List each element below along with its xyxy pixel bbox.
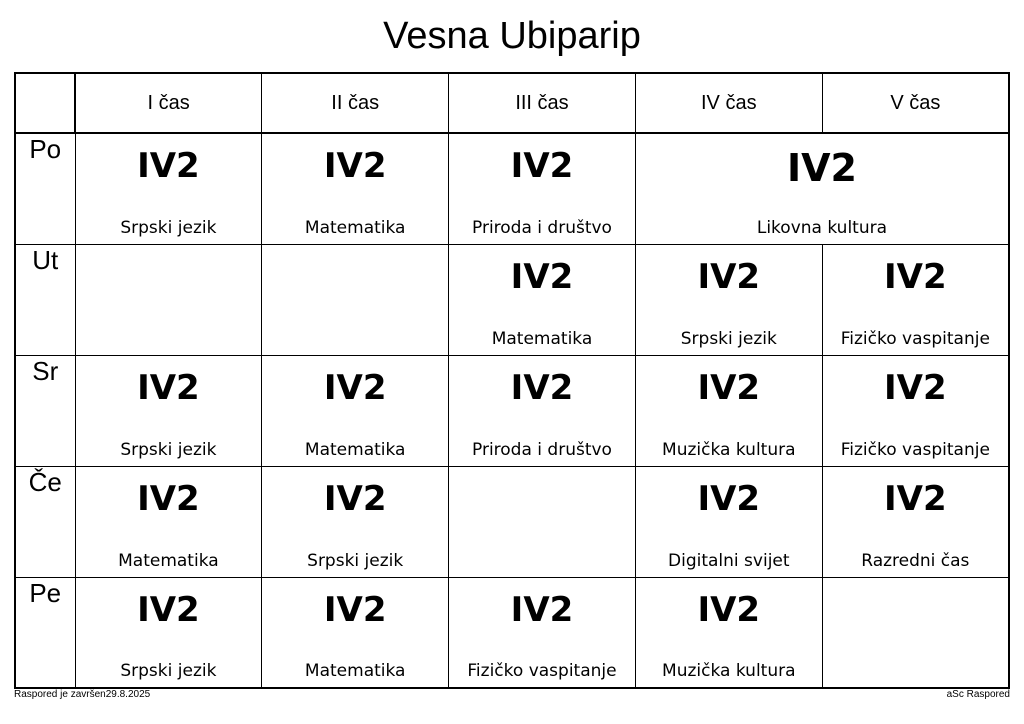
day-label: Če (15, 466, 75, 577)
lesson-class: IV2 (323, 367, 387, 408)
page-title: Vesna Ubiparip (383, 15, 641, 57)
lesson-cell (822, 466, 1009, 577)
day-row-friday (15, 577, 1009, 688)
lesson-class: IV2 (137, 367, 200, 408)
lesson-class: IV2 (697, 478, 761, 519)
lesson-subject: Matematika (118, 550, 219, 571)
lesson-class: IV2 (323, 478, 387, 519)
lesson-class: IV2 (137, 589, 200, 630)
lesson-class: IV2 (510, 367, 574, 408)
day-row-thursday (15, 466, 1009, 577)
lesson-subject: Muzička kultura (662, 661, 796, 681)
period-header-row (15, 73, 1009, 133)
lesson-subject: Muzička kultura (662, 439, 796, 460)
corner-cell (15, 73, 75, 133)
lesson-subject: Matematika (304, 661, 406, 681)
lesson-subject: Fizičko vaspitanje (467, 661, 617, 681)
lesson-subject: Priroda i društvo (472, 217, 612, 238)
lesson-cell (822, 355, 1009, 466)
period-header: III čas (449, 73, 636, 133)
lesson-class: IV2 (323, 589, 387, 630)
lesson-subject: Srpski jezik (120, 661, 217, 681)
lesson-subject: Priroda i društvo (472, 439, 612, 460)
lesson-cell (449, 133, 636, 244)
day-label: Po (15, 133, 75, 244)
lesson-cell (635, 577, 822, 688)
lesson-cell (635, 466, 822, 577)
lesson-cell-empty (75, 244, 262, 355)
lesson-class: IV2 (510, 146, 574, 186)
timetable (14, 72, 1010, 689)
day-row-tuesday (15, 244, 1009, 355)
lesson-class (823, 578, 1008, 590)
lesson-class: IV2 (697, 367, 761, 408)
day-label: Pe (15, 577, 75, 688)
lesson-cell (635, 244, 822, 355)
lesson-cell (635, 355, 822, 466)
lesson-class: IV2 (786, 146, 857, 190)
lesson-class: IV2 (323, 146, 387, 186)
lesson-class: IV2 (884, 256, 947, 297)
lesson-class: IV2 (137, 146, 200, 186)
period-header: I čas (75, 73, 262, 133)
day-label: Sr (15, 355, 75, 466)
lesson-cell (262, 466, 449, 577)
lesson-subject: Srpski jezik (680, 328, 777, 349)
lesson-class: IV2 (884, 478, 947, 519)
lesson-class: IV2 (697, 589, 761, 630)
day-label: Ut (15, 244, 75, 355)
lesson-cell (75, 466, 262, 577)
lesson-class: IV2 (510, 256, 574, 297)
lesson-subject: Srpski jezik (120, 439, 217, 460)
lesson-cell-empty (262, 244, 449, 355)
lesson-cell (449, 577, 636, 688)
lesson-subject: Matematika (304, 217, 406, 238)
lesson-class (449, 467, 635, 479)
lesson-subject: Fizičko vaspitanje (840, 328, 990, 349)
footer-completion-note: Raspored je završen29.8.2025 (14, 689, 151, 700)
day-row-wednesday (15, 355, 1009, 466)
lesson-subject: Likovna kultura (756, 217, 888, 238)
lesson-cell-empty (822, 577, 1009, 688)
lesson-class (262, 245, 448, 257)
lesson-cell (449, 244, 636, 355)
period-header: V čas (822, 73, 1009, 133)
period-header: II čas (262, 73, 449, 133)
lesson-class: IV2 (884, 367, 947, 408)
lesson-subject: Matematika (304, 439, 406, 460)
footer-software-credit: aSc Raspored (946, 689, 1010, 700)
lesson-subject: Razredni čas (861, 550, 970, 571)
lesson-cell (75, 133, 262, 244)
period-header: IV čas (635, 73, 822, 133)
lesson-cell (822, 244, 1009, 355)
lesson-cell (262, 133, 449, 244)
lesson-cell (75, 355, 262, 466)
lesson-cell-empty (449, 466, 636, 577)
lesson-subject: Srpski jezik (307, 550, 404, 571)
lesson-class: IV2 (137, 478, 200, 519)
lesson-subject: Digitalni svijet (668, 550, 790, 571)
lesson-class (76, 245, 262, 257)
lesson-cell-double (635, 133, 1009, 244)
lesson-cell (262, 355, 449, 466)
lesson-subject: Fizičko vaspitanje (840, 439, 990, 460)
lesson-class: IV2 (697, 256, 761, 297)
lesson-cell (262, 577, 449, 688)
lesson-cell (75, 577, 262, 688)
lesson-class: IV2 (510, 589, 574, 630)
day-row-monday (15, 133, 1009, 244)
lesson-cell (449, 355, 636, 466)
lesson-subject: Matematika (491, 328, 593, 349)
lesson-subject: Srpski jezik (120, 217, 217, 238)
